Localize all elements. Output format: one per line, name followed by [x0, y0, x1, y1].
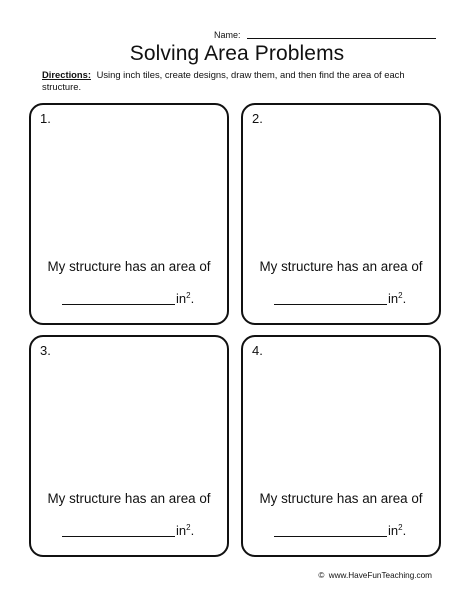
copyright-icon: ©	[318, 571, 325, 580]
unit-exponent: 2	[186, 523, 191, 532]
unit-suffix: .	[190, 291, 195, 306]
problem-prompt: My structure has an area of	[259, 491, 423, 506]
problem-prompt: My structure has an area of	[259, 259, 423, 274]
unit-text: in	[388, 523, 399, 538]
name-blank-line[interactable]	[247, 38, 436, 39]
unit-text: in	[176, 291, 187, 306]
area-unit	[388, 523, 406, 539]
unit-text: in	[176, 523, 187, 538]
problem-number: 4.	[252, 343, 263, 358]
unit-exponent: 2	[398, 523, 403, 532]
directions-text: Using inch tiles, create designs, draw them, and then find the area of each structure.	[42, 69, 405, 92]
page-title: Solving Area Problems	[129, 42, 345, 65]
name-label: Name:	[214, 30, 241, 40]
problem-box-3[interactable]	[29, 335, 229, 557]
unit-suffix: .	[190, 523, 195, 538]
answer-blank[interactable]	[62, 536, 175, 537]
area-unit	[176, 523, 194, 539]
problem-box-4[interactable]	[241, 335, 441, 557]
answer-blank[interactable]	[62, 304, 175, 305]
name-field[interactable]	[214, 28, 436, 42]
answer-line[interactable]	[274, 523, 414, 539]
problem-prompt: My structure has an area of	[47, 491, 211, 506]
answer-line[interactable]	[274, 291, 414, 307]
problem-box-2[interactable]	[241, 103, 441, 325]
answer-blank[interactable]	[274, 536, 387, 537]
answer-blank[interactable]	[274, 304, 387, 305]
problem-prompt: My structure has an area of	[47, 259, 211, 274]
answer-line[interactable]	[62, 523, 202, 539]
directions	[42, 69, 442, 93]
unit-text: in	[388, 291, 399, 306]
problem-number: 1.	[40, 111, 51, 126]
answer-line[interactable]	[62, 291, 202, 307]
unit-exponent: 2	[398, 291, 403, 300]
area-unit	[388, 291, 406, 307]
unit-exponent: 2	[186, 291, 191, 300]
problem-box-1[interactable]	[29, 103, 229, 325]
unit-suffix: .	[402, 291, 407, 306]
footer-site-link[interactable]: www.HaveFunTeaching.com	[328, 571, 432, 580]
problem-number: 3.	[40, 343, 51, 358]
unit-suffix: .	[402, 523, 407, 538]
area-unit	[176, 291, 194, 307]
directions-label: Directions:	[42, 69, 91, 80]
footer-credit	[318, 570, 432, 581]
problem-number: 2.	[252, 111, 263, 126]
